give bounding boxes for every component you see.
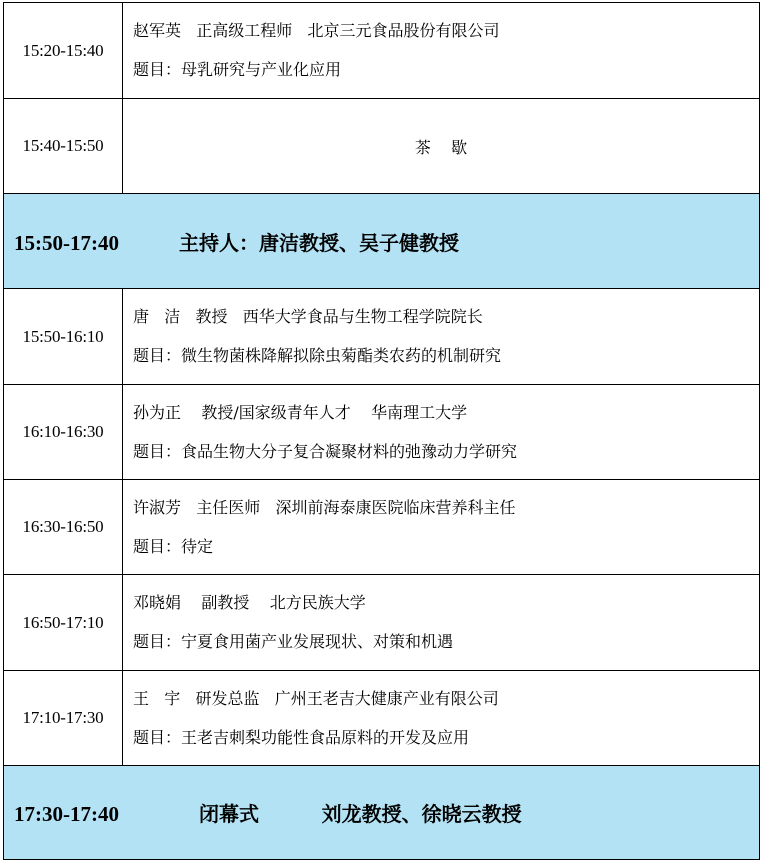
time-slot: 15:40-15:50 [4, 99, 123, 194]
table-row [4, 3, 760, 99]
speaker-info: 邓晓娟 副教授 北方民族大学 [133, 593, 366, 612]
time-slot: 17:10-17:30 [4, 671, 123, 766]
tea-break-label: 茶 歇 [123, 99, 760, 194]
session-header [4, 766, 760, 860]
talk-topic: 题目：王老吉刺梨功能性食品原料的开发及应用 [133, 727, 470, 747]
session-time: 15:50-17:40 [14, 230, 119, 255]
speaker-info: 许淑芳 主任医师 深圳前海泰康医院临床营养科主任 [133, 497, 516, 517]
session-header [4, 194, 760, 289]
speaker-info: 赵军英 正高级工程师 北京三元食品股份有限公司 [133, 21, 500, 40]
time-slot: 16:30-16:50 [4, 480, 123, 575]
talk-details [123, 575, 760, 671]
talk-details [123, 385, 760, 480]
speaker-info: 孙为正 教授/国家级青年人才 华南理工大学 [133, 402, 468, 422]
closing-ceremony: 闭幕式 刘龙教授、徐晓云教授 [198, 802, 522, 826]
talk-topic: 题目：宁夏食用菌产业发展现状、对策和机遇 [133, 632, 454, 651]
speaker-info: 王 宇 研发总监 广州王老吉大健康产业有限公司 [133, 688, 499, 708]
time-slot: 15:50-16:10 [4, 289, 123, 385]
talk-details [123, 480, 760, 575]
table-row [4, 671, 760, 766]
time-slot: 15:20-15:40 [4, 3, 123, 99]
talk-details [123, 289, 760, 385]
talk-details [123, 671, 760, 766]
talk-topic: 题目：母乳研究与产业化应用 [133, 60, 342, 79]
session-header-row [4, 766, 760, 860]
table-row [4, 99, 760, 194]
talk-topic: 题目：待定 [133, 536, 214, 556]
session-time: 17:30-17:40 [14, 802, 119, 826]
session-header-row [4, 194, 760, 289]
talk-topic: 题目：食品生物大分子复合凝聚材料的弛豫动力学研究 [133, 441, 518, 461]
session-chair: 主持人：唐洁教授、吴子健教授 [178, 230, 459, 255]
talk-topic: 题目：微生物菌株降解拟除虫菊酯类农药的机制研究 [133, 346, 502, 365]
table-row [4, 385, 760, 480]
schedule-table [3, 2, 760, 860]
table-row [4, 575, 760, 671]
time-slot: 16:50-17:10 [4, 575, 123, 671]
speaker-info: 唐 洁 教授 西华大学食品与生物工程学院院长 [133, 307, 483, 326]
time-slot: 16:10-16:30 [4, 385, 123, 480]
table-row [4, 480, 760, 575]
talk-details [123, 3, 760, 99]
table-row [4, 289, 760, 385]
